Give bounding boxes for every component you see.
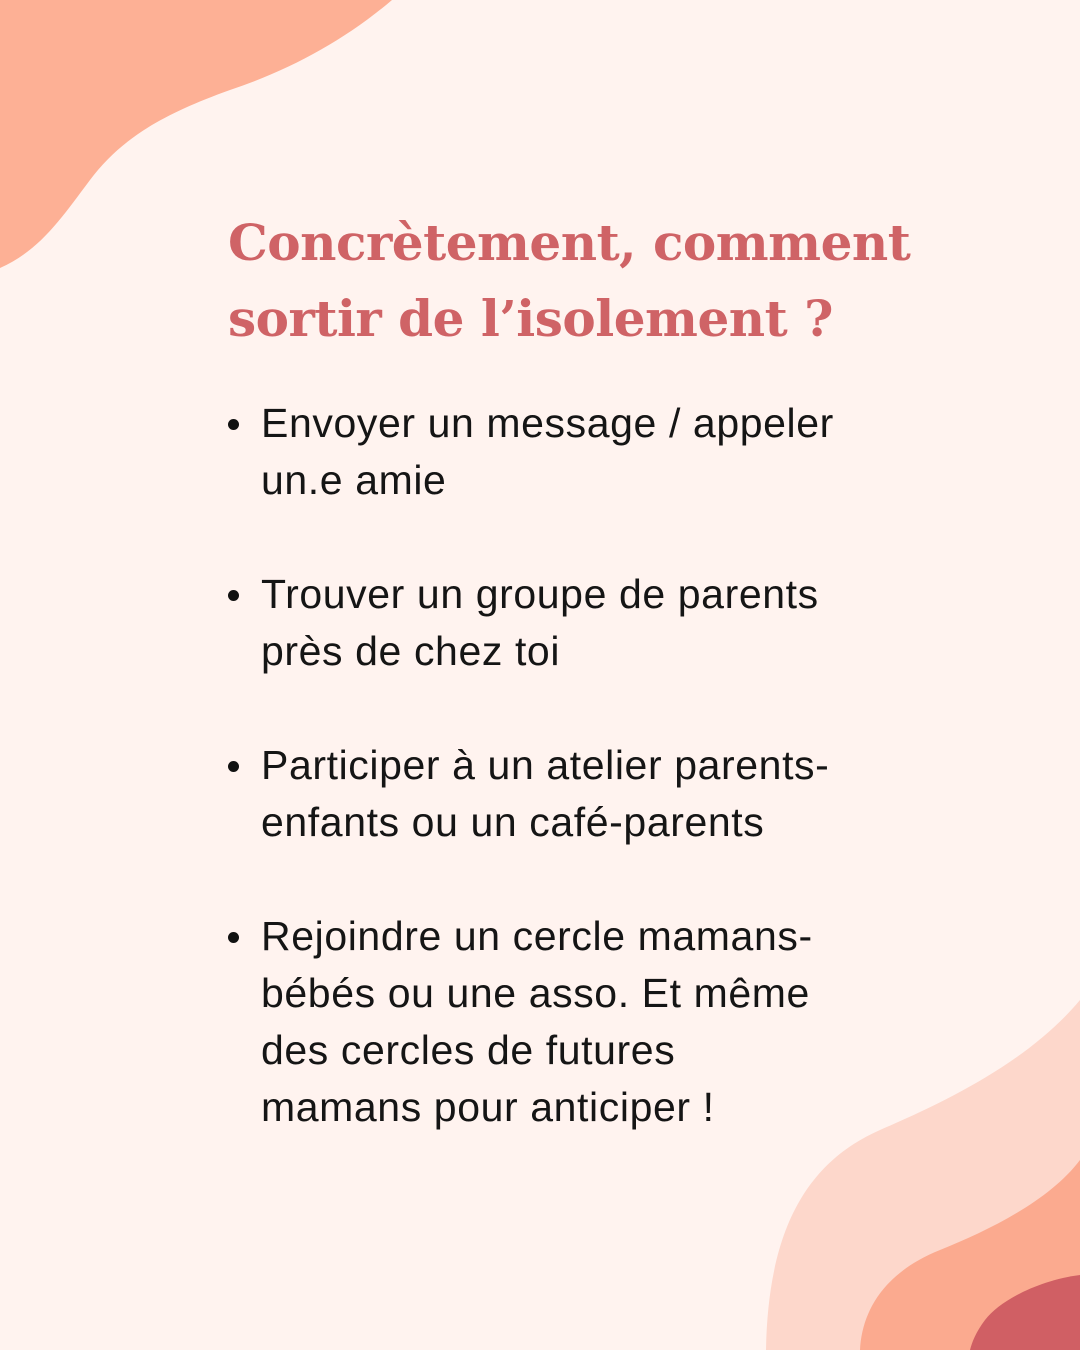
list-item bbox=[228, 908, 908, 1136]
page-title bbox=[228, 205, 911, 357]
text-line: un.e amie bbox=[261, 457, 447, 503]
tips-list bbox=[228, 395, 908, 1193]
text-line: bébés ou une asso. Et même bbox=[261, 970, 810, 1016]
bullet-icon bbox=[228, 761, 239, 772]
text-line: Trouver un groupe de parents bbox=[261, 571, 819, 617]
bullet-icon bbox=[228, 590, 239, 601]
list-item-text bbox=[261, 737, 908, 851]
content bbox=[228, 205, 911, 1130]
title-line: Concrètement, comment bbox=[228, 213, 911, 272]
bullet-icon bbox=[228, 932, 239, 943]
text-line: près de chez toi bbox=[261, 628, 561, 674]
list-item bbox=[228, 566, 908, 680]
list-item-text bbox=[261, 566, 908, 680]
text-line: Envoyer un message / appeler bbox=[261, 400, 834, 446]
bullet-icon bbox=[228, 419, 239, 430]
list-item-text bbox=[261, 908, 908, 1136]
list-item bbox=[228, 737, 908, 851]
list-item-text bbox=[261, 395, 908, 509]
text-line: Rejoindre un cercle mamans- bbox=[261, 913, 813, 959]
text-line: enfants ou un café-parents bbox=[261, 799, 765, 845]
text-line: des cercles de futures bbox=[261, 1027, 676, 1073]
title-line: sortir de l’isolement ? bbox=[228, 289, 833, 348]
text-line: mamans pour anticiper ! bbox=[261, 1084, 715, 1130]
list-item bbox=[228, 395, 908, 509]
text-line: Participer à un atelier parents- bbox=[261, 742, 830, 788]
